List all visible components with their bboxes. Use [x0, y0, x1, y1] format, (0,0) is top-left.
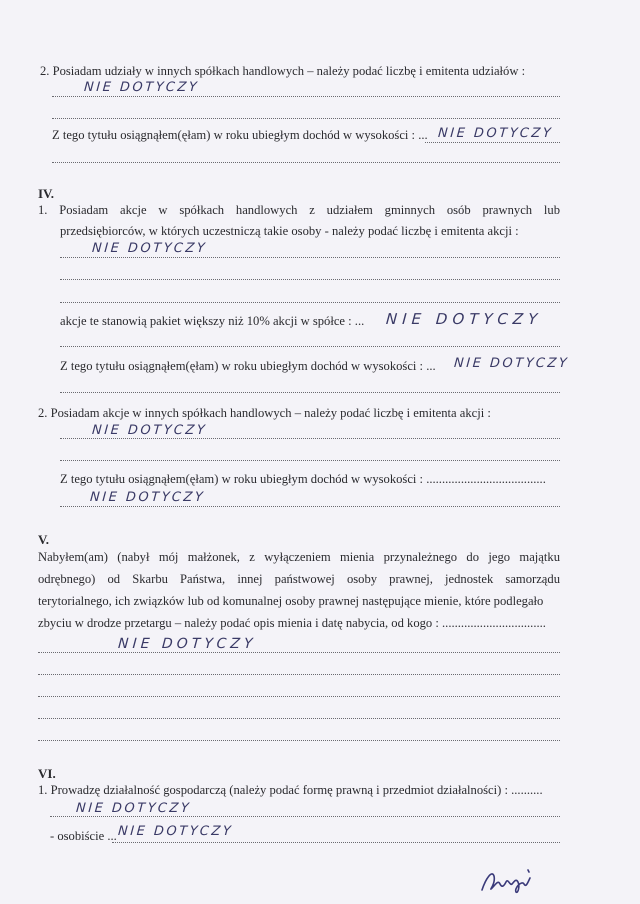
- stocks-question-line2: przedsiębiorców, w których uczestniczą takie osoby - należy podać liczbę i emitenta akcji :: [60, 224, 519, 238]
- answer-line: [52, 118, 560, 119]
- handwritten-answer: NIE DOTYCZY: [89, 490, 206, 505]
- signature: [478, 858, 548, 898]
- answer-line: [60, 346, 560, 347]
- other-stocks-question: 2. Posiadam akcje w innych spółkach handlowych – należy podać liczbę i emitenta akcji :: [38, 406, 491, 420]
- handwritten-answer: NIE DOTYCZY: [91, 241, 208, 256]
- section-heading-v: V.: [38, 532, 49, 547]
- handwritten-answer: NIE DOTYCZY: [385, 310, 543, 328]
- answer-line: [38, 696, 560, 697]
- answer-line: [60, 438, 560, 439]
- section-heading-iv: IV.: [38, 186, 55, 201]
- answer-line: [60, 506, 560, 507]
- answer-line: [38, 652, 560, 653]
- handwritten-answer: NIE DOTYCZY: [453, 356, 570, 371]
- personal-label: - osobiście ...: [50, 829, 117, 843]
- answer-line: [52, 162, 560, 163]
- answer-line: [38, 740, 560, 741]
- handwritten-answer: NIE DOTYCZY: [117, 824, 234, 839]
- handwritten-answer: NIE DOTYCZY: [437, 126, 554, 141]
- answer-line: [38, 718, 560, 719]
- answer-line: [60, 279, 560, 280]
- shares-question: 2. Posiadam udziały w innych spółkach handlowych – należy podać liczbę i emitenta udziałów :: [40, 64, 526, 78]
- handwritten-answer: NIE DOTYCZY: [91, 423, 208, 438]
- handwritten-answer: NIE DOTYCZY: [75, 801, 192, 816]
- answer-line: [50, 816, 560, 817]
- property-text-line2: odrębnego) od Skarbu Państwa, innej państwowej osoby prawnej, jednostek samorządu: [38, 572, 560, 586]
- property-text-line4: zbyciu w drodze przetargu – należy podać opis mienia i datę nabycia, od kogo : .................................: [38, 616, 546, 630]
- answer-line: [60, 392, 560, 393]
- handwritten-answer: NIE DOTYCZY: [117, 636, 258, 652]
- property-text-line1: Nabyłem(am) (nabył mój małżonek, z wyłączeniem mienia przynależnego do jego majątku: [38, 550, 560, 564]
- package-question: akcje te stanowią pakiet większy niż 10% akcji w spółce : ...: [60, 314, 365, 328]
- answer-line: [60, 460, 560, 461]
- property-text-line3: terytorialnego, ich związków lub od komunalnej osoby prawnej następujące mienie, które podlegało: [38, 594, 544, 608]
- income-question: Z tego tytułu osiągnąłem(ęłam) w roku ubiegłym dochód w wysokości : ...: [60, 359, 436, 373]
- answer-line: [112, 842, 560, 843]
- business-question: 1. Prowadzę działalność gospodarczą (należy podać formę prawną i przedmiot działalności) : ..........: [38, 783, 543, 797]
- answer-line: [38, 674, 560, 675]
- section-heading-vi: VI.: [38, 766, 56, 781]
- answer-line: [52, 96, 560, 97]
- answer-line: [425, 142, 560, 143]
- income-question: Z tego tytułu osiągnąłem(ęłam) w roku ubiegłym dochód w wysokości : ......................................: [60, 472, 546, 486]
- answer-line: [60, 302, 560, 303]
- handwritten-answer: NIE DOTYCZY: [83, 80, 200, 95]
- income-question: Z tego tytułu osiągnąłem(ęłam) w roku ubiegłym dochód w wysokości : ...: [52, 128, 428, 142]
- answer-line: [60, 257, 560, 258]
- stocks-question-line1: 1. Posiadam akcje w spółkach handlowych z udziałem gminnych osób prawnych lub: [38, 203, 560, 217]
